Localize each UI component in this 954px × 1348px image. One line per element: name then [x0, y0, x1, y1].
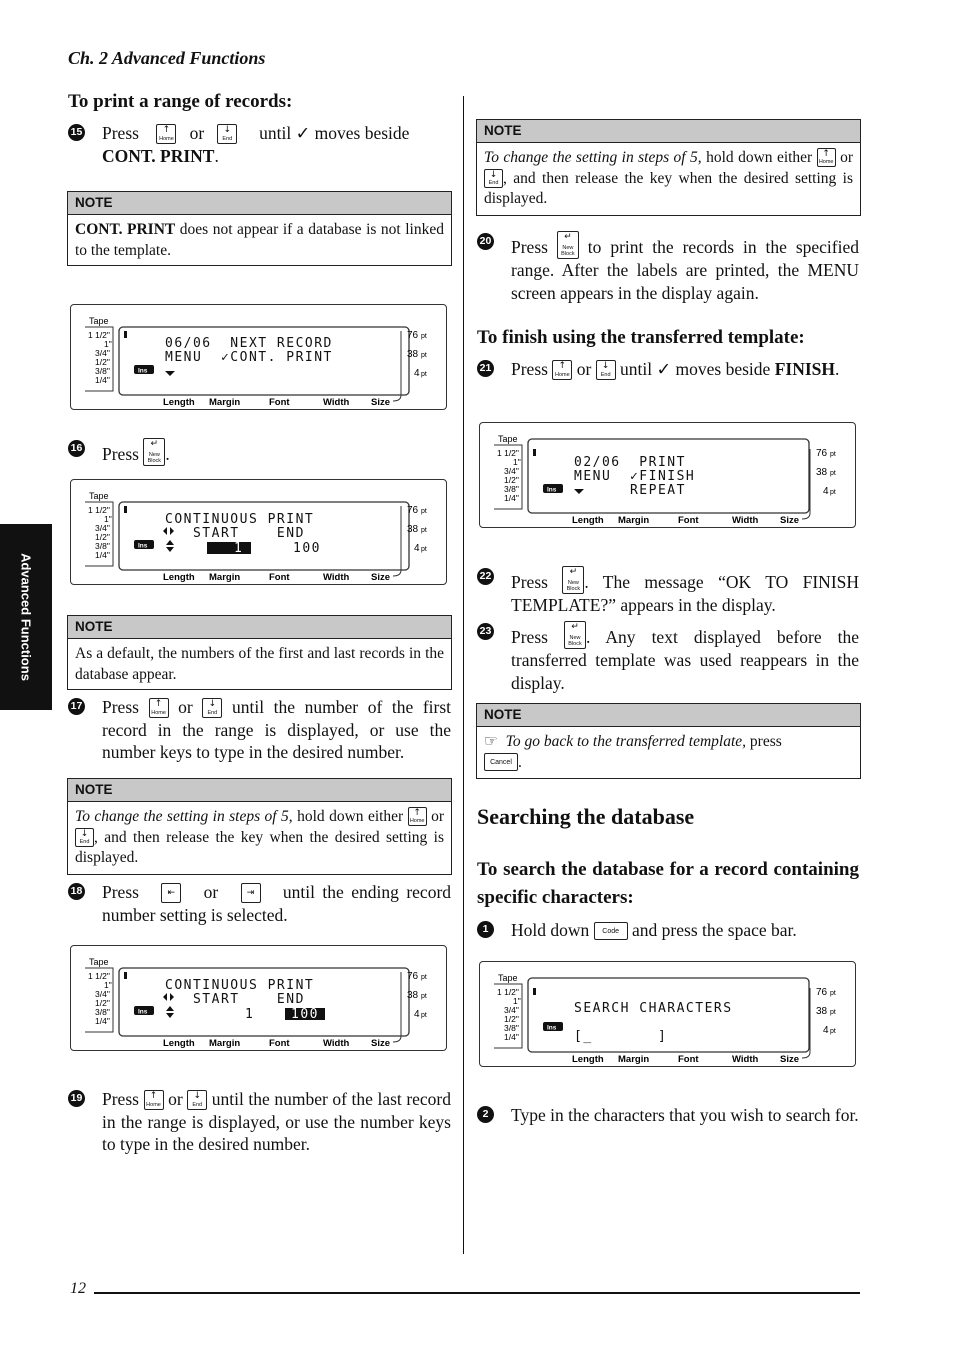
svg-text:3/4": 3/4" — [95, 523, 110, 533]
svg-text:Length: Length — [163, 397, 195, 408]
svg-text:38: 38 — [816, 1006, 828, 1017]
svg-text:Width: Width — [323, 1038, 350, 1049]
svg-text:Tape: Tape — [498, 973, 518, 983]
svg-text:pt: pt — [421, 352, 427, 359]
page-number: 12 — [70, 1280, 86, 1297]
pointing-hand-icon: ☞ — [484, 733, 498, 750]
svg-text:pt: pt — [421, 333, 427, 340]
svg-text:3/4": 3/4" — [504, 466, 519, 476]
svg-text:Font: Font — [269, 572, 290, 583]
svg-text:pt: pt — [830, 470, 836, 477]
svg-text:Margin: Margin — [618, 1054, 650, 1065]
svg-text:Margin: Margin — [209, 397, 241, 408]
svg-text:1 1/2": 1 1/2" — [497, 987, 519, 997]
svg-text:3/8": 3/8" — [95, 1007, 110, 1017]
svg-text:Width: Width — [323, 572, 350, 583]
svg-text:4: 4 — [414, 1009, 420, 1020]
svg-text:1/2": 1/2" — [504, 1014, 519, 1024]
svg-text:pt: pt — [421, 546, 427, 553]
svg-text:Font: Font — [678, 1054, 699, 1065]
note-cont-print: NOTE CONT. PRINT does not appear if a database is not linked to the template. — [67, 191, 452, 266]
svg-text:3/8": 3/8" — [504, 1023, 519, 1033]
svg-text:Size: Size — [371, 397, 391, 408]
svg-text:1": 1" — [104, 514, 112, 524]
heading-print-range: To print a range of records: — [68, 91, 293, 112]
svg-text:4: 4 — [823, 1025, 829, 1036]
svg-text:1 1/2": 1 1/2" — [88, 505, 110, 515]
svg-text:1 1/2": 1 1/2" — [88, 330, 110, 340]
step-21: 21 Press ↑ Home or ↓ End until ✓ moves beside FINISH. — [477, 358, 859, 381]
end-key-icon: ↓ End — [187, 1090, 207, 1110]
svg-text:3/4": 3/4" — [95, 348, 110, 358]
svg-text:Tape: Tape — [89, 491, 109, 501]
svg-text:Size: Size — [780, 515, 800, 526]
home-key-icon: ↑ Home — [156, 124, 176, 144]
svg-text:1 1/2": 1 1/2" — [497, 448, 519, 458]
heading-search-record: To search the database for a record containing specific characters: — [477, 859, 859, 908]
end-key-icon: ↓ End — [202, 698, 222, 718]
svg-text:Size: Size — [371, 1038, 391, 1049]
code-key-icon: Code — [594, 922, 628, 940]
svg-text:Length: Length — [572, 515, 604, 526]
step-16: 16 Press ↵ New Block . — [68, 438, 451, 466]
svg-text:76: 76 — [816, 987, 828, 998]
column-divider — [463, 96, 464, 1254]
svg-text:4: 4 — [823, 486, 829, 497]
svg-text:Length: Length — [572, 1054, 604, 1065]
svg-text:Margin: Margin — [209, 1038, 241, 1049]
svg-text:1/4": 1/4" — [95, 550, 110, 560]
home-key-icon: ↑ Home — [144, 1090, 164, 1110]
note-steps-of-5-right: NOTE To change the setting in steps of 5, hold down either ↑ Home or ↓ End , and then release the key when the desired setting is displayed. — [476, 119, 861, 216]
svg-text:1 1/2": 1 1/2" — [88, 971, 110, 981]
cancel-key-icon: Cancel — [484, 753, 518, 771]
svg-text:Width: Width — [732, 1054, 759, 1065]
svg-text:Margin: Margin — [618, 515, 650, 526]
new-block-key-icon: ↵ New Block — [564, 621, 586, 649]
side-tab: Advanced Functions — [0, 524, 52, 710]
new-block-key-icon: ↵ New Block — [143, 438, 165, 466]
heading-searching-database: Searching the database — [477, 804, 695, 829]
end-key-icon: ↓ End — [217, 124, 237, 144]
svg-text:38: 38 — [407, 349, 419, 360]
right-arrow-key-icon: ⇥ — [241, 883, 261, 903]
home-key-icon: ↑ Home — [149, 698, 169, 718]
chapter-header: Ch. 2 Advanced Functions — [68, 48, 266, 68]
svg-text:pt: pt — [421, 993, 427, 1000]
svg-text:Size: Size — [371, 572, 391, 583]
svg-text:pt: pt — [421, 974, 427, 981]
svg-text:Font: Font — [269, 1038, 290, 1049]
svg-text:1/4": 1/4" — [95, 1016, 110, 1026]
lcd-display-finish: Tape 1 1/2" 1" 3/4" 1/2" 3/8" 1/4" Ins 76 pt 38 pt 4 pt Length Margin Font Width Size 02/06 PRINT MENU ✓FINISH REPEAT — [479, 422, 856, 528]
svg-text:Tape: Tape — [498, 434, 518, 444]
svg-text:pt: pt — [421, 508, 427, 515]
svg-text:Ins: Ins — [547, 1024, 557, 1032]
svg-text:4: 4 — [414, 368, 420, 379]
lcd-display-search: Tape 1 1/2" 1" 3/4" 1/2" 3/8" 1/4" Ins 76 pt 38 pt 4 pt Length Margin Font Width Size SEARCH CHARACTERS [_ ] — [479, 961, 856, 1067]
svg-text:1": 1" — [513, 457, 521, 467]
home-key-icon: ↑ Home — [552, 360, 572, 380]
note-go-back: NOTE ☞ To go back to the transferred template, press Cancel . — [476, 703, 861, 779]
home-key-icon: ↑ Home — [408, 807, 427, 826]
new-block-key-icon: ↵ New Block — [557, 231, 579, 259]
svg-text:1/4": 1/4" — [95, 375, 110, 385]
lcd-display-continuous-print-end: Tape 1 1/2" 1" 3/4" 1/2" 3/8" 1/4" Ins 76 pt 38 pt 4 pt Length Margin Font Width Size CONTINUOUS PRINT START END 1 100 — [70, 945, 447, 1051]
svg-text:Tape: Tape — [89, 957, 109, 967]
svg-text:Length: Length — [163, 1038, 195, 1049]
svg-text:76: 76 — [407, 505, 419, 516]
svg-text:3/8": 3/8" — [95, 541, 110, 551]
step-17: 17 Press ↑ Home or ↓ End until the number of the first record in the range is displayed, or use the number keys to type in the desired number. — [68, 696, 451, 764]
svg-text:Tape: Tape — [89, 316, 109, 326]
svg-text:38: 38 — [407, 990, 419, 1001]
svg-text:1/2": 1/2" — [95, 532, 110, 542]
step-23: 23 Press ↵ New Block . Any text displayed before the transferred template was used reappears in the display. — [477, 621, 859, 694]
svg-text:Length: Length — [163, 572, 195, 583]
step-20: 20 Press ↵ New Block to print the records in the specified range. After the labels are printed, the MENU screen appears in the display again. — [477, 231, 859, 304]
step-2: 2 Type in the characters that you wish to search for. — [477, 1104, 859, 1127]
svg-text:pt: pt — [830, 1009, 836, 1016]
end-key-icon: ↓ End — [484, 169, 503, 188]
lcd-display-next-record: Tape 1 1/2" 1" 3/4" 1/2" 3/8" 1/4" Ins 76 pt 38 pt 4 pt Length Margin Font Width Size 06/06 NEXT RECORD MENU ✓CONT. PRINT — [70, 304, 447, 410]
svg-text:1/2": 1/2" — [95, 357, 110, 367]
svg-text:Ins: Ins — [138, 1008, 148, 1016]
heading-finish-template: To finish using the transferred template: — [477, 327, 805, 348]
svg-text:Ins: Ins — [547, 486, 557, 494]
new-block-key-icon: ↵ New Block — [562, 566, 584, 594]
svg-text:Size: Size — [780, 1054, 800, 1065]
svg-text:1/4": 1/4" — [504, 493, 519, 503]
home-key-icon: ↑ Home — [817, 148, 836, 167]
svg-text:76: 76 — [407, 971, 419, 982]
svg-text:Width: Width — [732, 515, 759, 526]
svg-text:Ins: Ins — [138, 542, 148, 550]
svg-text:Ins: Ins — [138, 367, 148, 375]
step-1: 1 Hold down Code and press the space bar. — [477, 919, 859, 942]
lcd-display-continuous-print-start: Tape 1 1/2" 1" 3/4" 1/2" 3/8" 1/4" Ins 76 pt 38 pt 4 pt Length Margin Font Width Size CONTINUOUS PRINT START END 1 100 — [70, 479, 447, 585]
svg-text:1/4": 1/4" — [504, 1032, 519, 1042]
svg-text:3/4": 3/4" — [95, 989, 110, 999]
footer-rule — [94, 1292, 860, 1294]
svg-text:38: 38 — [407, 524, 419, 535]
svg-text:3/8": 3/8" — [95, 366, 110, 376]
note-default-numbers: NOTE As a default, the numbers of the first and last records in the database appear. — [67, 615, 452, 690]
left-arrow-key-icon: ⇤ — [161, 883, 181, 903]
step-22: 22 Press ↵ New Block . The message “OK TO FINISH TEMPLATE?” appears in the display. — [477, 566, 859, 617]
step-19: 19 Press ↑ Home or ↓ End until the number of the last record in the range is displayed, or use the number keys to type in the desired number. — [68, 1088, 451, 1156]
svg-text:38: 38 — [816, 467, 828, 478]
svg-text:pt: pt — [421, 527, 427, 534]
svg-text:1/2": 1/2" — [95, 998, 110, 1008]
svg-text:1": 1" — [104, 980, 112, 990]
svg-text:Width: Width — [323, 397, 350, 408]
step-15: 15 Press ↑ Home or ↓ End until ✓ moves beside CONT. PRINT. — [68, 122, 451, 167]
end-key-icon: ↓ End — [75, 828, 94, 847]
svg-text:pt: pt — [830, 451, 836, 458]
svg-text:1": 1" — [513, 996, 521, 1006]
svg-text:3/8": 3/8" — [504, 484, 519, 494]
svg-text:pt: pt — [421, 371, 427, 378]
svg-text:76: 76 — [407, 330, 419, 341]
svg-text:4: 4 — [414, 543, 420, 554]
svg-text:1": 1" — [104, 339, 112, 349]
svg-text:pt: pt — [421, 1012, 427, 1019]
svg-text:pt: pt — [830, 1028, 836, 1035]
svg-text:Font: Font — [678, 515, 699, 526]
end-key-icon: ↓ End — [596, 360, 616, 380]
svg-text:Font: Font — [269, 397, 290, 408]
svg-text:Margin: Margin — [209, 572, 241, 583]
svg-text:1/2": 1/2" — [504, 475, 519, 485]
svg-text:pt: pt — [830, 990, 836, 997]
svg-text:pt: pt — [830, 489, 836, 496]
step-18: 18 Press ⇤ or ⇥ until the ending record number setting is selected. — [68, 881, 451, 926]
svg-text:76: 76 — [816, 448, 828, 459]
svg-text:3/4": 3/4" — [504, 1005, 519, 1015]
note-steps-of-5: NOTE To change the setting in steps of 5, hold down either ↑ Home or ↓ End , and then release the key when the desired setting is displayed. — [67, 778, 452, 875]
